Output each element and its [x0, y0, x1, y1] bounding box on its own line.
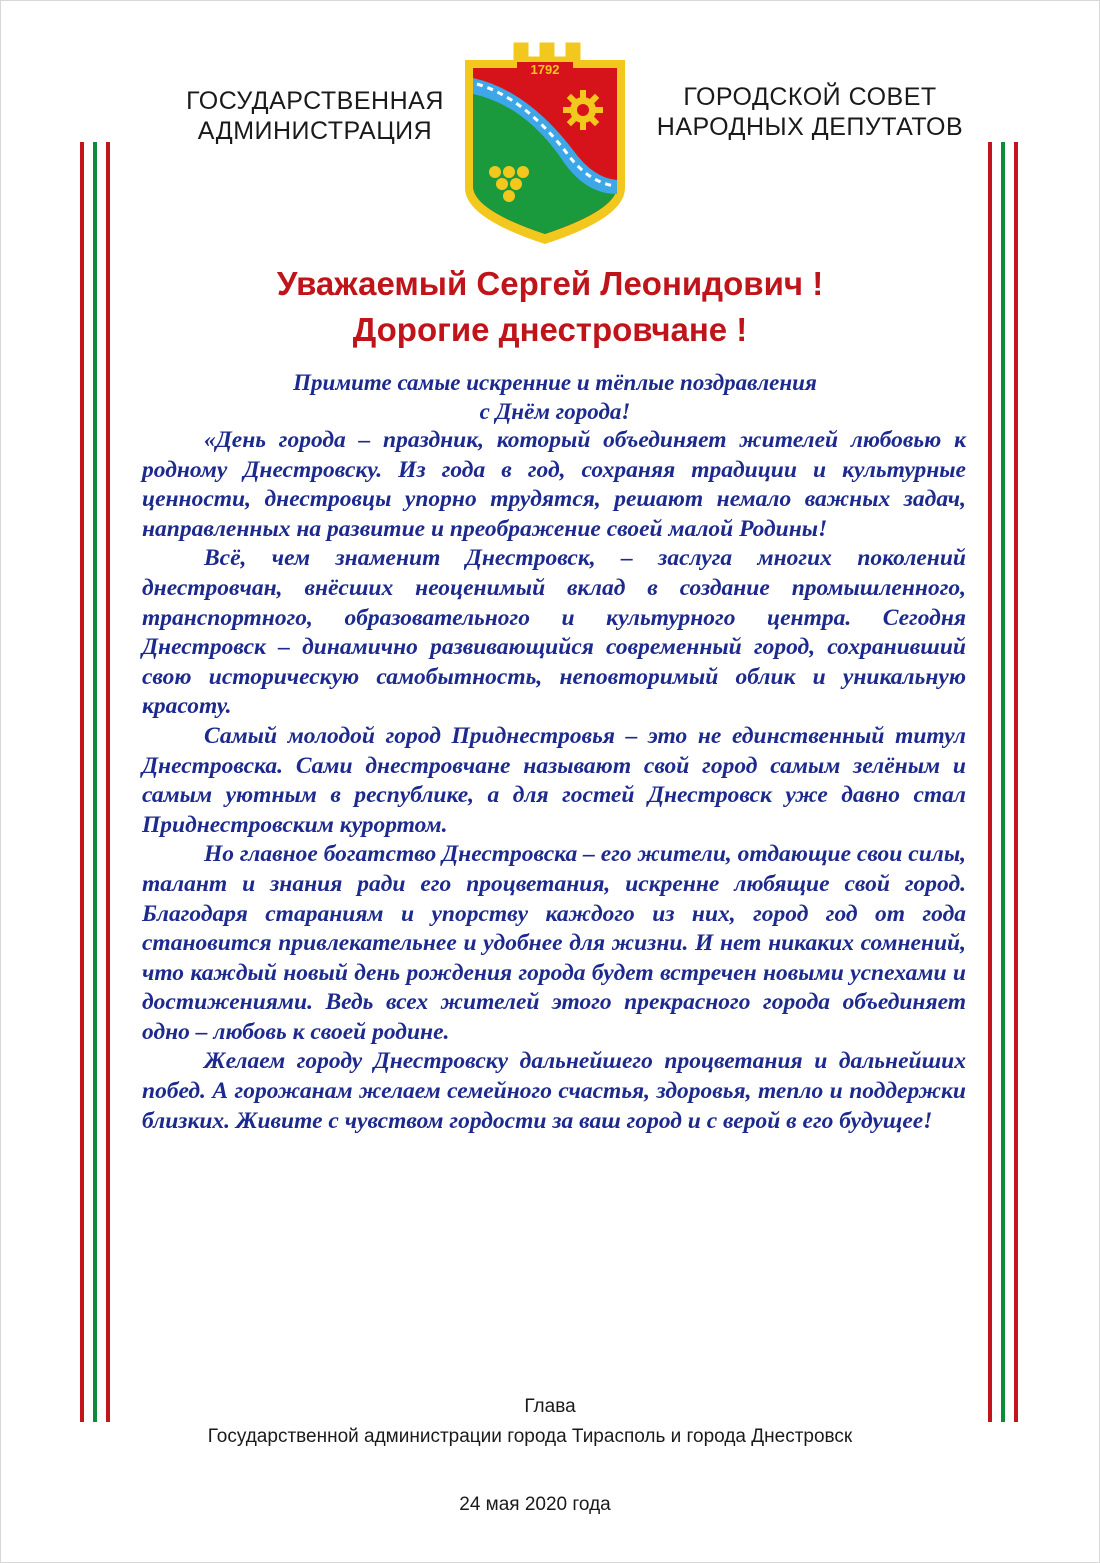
paragraph: Желаем городу Днестровску дальнейшего процветания и дальнейших побед. А горожанам желаем семейного счастья, здоровья, тепло и поддержки близких. Живите с чувством гордости за ваш город и с верой в его будущее!	[142, 1048, 966, 1134]
letter-body	[142, 426, 966, 1136]
letter-date: 24 мая 2020 года	[459, 1494, 611, 1515]
paragraph: «День города – праздник, который объединяет жителей любовью к родному Днестровску. Из года в год, сохраняя традиции и культурные ценности, днестровцы упорно трудятся, решают немало важных задач, направленных на развитие и преображение своей малой Родины!	[142, 427, 966, 542]
paragraph: Но главное богатство Днестровска – его жители, отдающие свои силы, талант и знания ради его процветания, искренне любящие свой город. Благодаря стараниям и упорству каждого из них, город год от года становится привлекательнее и удобнее для жизни. И нет никаких сомнений, что каждый новый день рождения города будет встречен новыми успехами и достижениями. Ведь всех жителей этого прекрасного города объединяет одно – любовь к своей родине.	[142, 841, 966, 1045]
city-coat-of-arms-icon	[455, 38, 635, 248]
city-council-label: ГОРОДСКОЙ СОВЕТ НАРОДНЫХ ДЕПУТАТОВ	[656, 83, 964, 141]
signature-title: Глава	[524, 1396, 576, 1417]
svg-text:1792: 1792	[530, 62, 560, 77]
state-administration-label: ГОСУДАРСТВЕННАЯ АДМИНИСТРАЦИЯ	[186, 87, 444, 145]
paragraph: Самый молодой город Приднестровья – это не единственный титул Днестровска. Сами днестровчане называют свой город самым зелёным и самым уютным в республике, а для гостей Днестровск уже давно стал Приднестровским курортом.	[142, 722, 966, 838]
signature-position: Государственной администрации города Тирасполь и города Днестровск	[207, 1426, 853, 1447]
salutation-line-1: Уважаемый Сергей Леонидович !	[276, 265, 824, 302]
paragraph: Всё, чем знаменит Днестровск, – заслуга многих поколений днестровчан, внёсших неоценимый вклад в создание промышленного, транспортного, образовательного и культурного центра. Сегодня Днестровск – динамично развивающийся современный город, сохранивший свою историческую самобытность, неповторимый облик и уникальную красоту.	[142, 545, 966, 720]
salutation-line-2: Дорогие днестровчане !	[352, 311, 748, 348]
greeting-lead-1: Примите самые искренние и тёплые поздравления	[293, 370, 817, 395]
greeting-lead-2: с Днём города!	[479, 399, 631, 424]
